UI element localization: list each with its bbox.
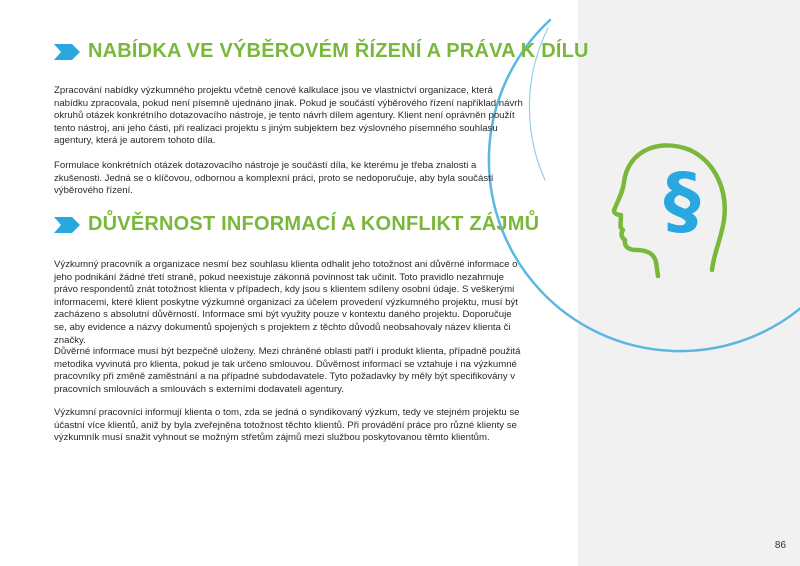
- circle-arc-outer: [489, 20, 800, 351]
- paragraph-offer-1: Zpracování nabídky výzkumného projektu včetně cenové kalkulace jsou ve vlastnictví organizace, která nabídku zpracovala, pokud není písemně ujednáno jinak. Pokud je součástí výběrového řízení například návrh okruhů otázek konkrétního dotazovacího nástroje, je tento návrh dílem agentury. Klient není oprávněn použít tento nástroj, ani jeho části, při realizaci projektu s jiným subjektem bez výslovného písemného souhlasu agentury, která je autorem tohoto díla.: [54, 85, 523, 147]
- chevron-right-icon: [54, 217, 80, 233]
- section-title-offer: [54, 40, 589, 63]
- paragraph-offer-2: Formulace konkrétních otázek dotazovacího nástroje je součástí díla, ke kterému je třeba znalosti a zkušenosti. Jedná se o klíčovou, odbornou a komplexní práci, proto se nedoporučuje, aby byla součástí výběrového řízení.: [54, 160, 494, 197]
- paragraph-confidentiality-1: Výzkumný pracovník a organizace nesmí bez souhlasu klienta odhalit jeho totožnost ani důvěrné informace o jeho podnikání žádné třetí straně, pokud neexistuje zákonná povinnost tak učinit. Toto pravidlo nezahrnuje právo respondentů znát totožnost klienta v případech, kdy jsou s klientem sdíleny osobní údaje. S veškerými informacemi, které klient poskytne výzkumné organizaci za účelem provedení výzkumného projektu, musí být zacházeno s absolutní důvěrností. Informace smí být využity pouze v kontextu daného projektu. Doporučuje se, aby evidence a názvy dokumentů spojených s projektem z těchto důvodů neobsahovaly název klienta či značky.: [54, 259, 518, 346]
- chevron-right-icon: [54, 44, 80, 60]
- page-number: 86: [774, 540, 786, 551]
- heading-confidentiality: DŮVĚRNOST INFORMACÍ A KONFLIKT ZÁJMŮ: [88, 213, 540, 235]
- paragraph-confidentiality-3: Výzkumní pracovníci informují klienta o tom, zda se jedná o syndikovaný výzkum, tedy ve stejném projektu se účastní více klientů, aniž by byla zveřejněna totožnost těchto klientů. Při provádění práce pro různé klienty se výzkumník musí snažit vyhnout se možným střetům zájmů mezi službou poskytovanou těmto klientům.: [54, 407, 520, 444]
- paragraph-symbol-icon: §: [663, 158, 701, 244]
- heading-offer: NABÍDKA VE VÝBĚROVÉM ŘÍZENÍ A PRÁVA K DÍLU: [88, 40, 589, 62]
- section-title-confidentiality: [54, 213, 539, 236]
- paragraph-confidentiality-2: Důvěrné informace musí být bezpečně uloženy. Mezi chráněné oblasti patří i produkt klienta, případně použitá metodika vyvinutá pro klienta, pokud je tak určeno smlouvou. Důvěrnost informací se vztahuje i na výzkumné pracovníky při změně zaměstnání a na případné subdodavatele. Tyto požadavky by měly být specifikovány v pracovních smlouvách a smlouvách s externími dodavateli agentury.: [54, 346, 521, 395]
